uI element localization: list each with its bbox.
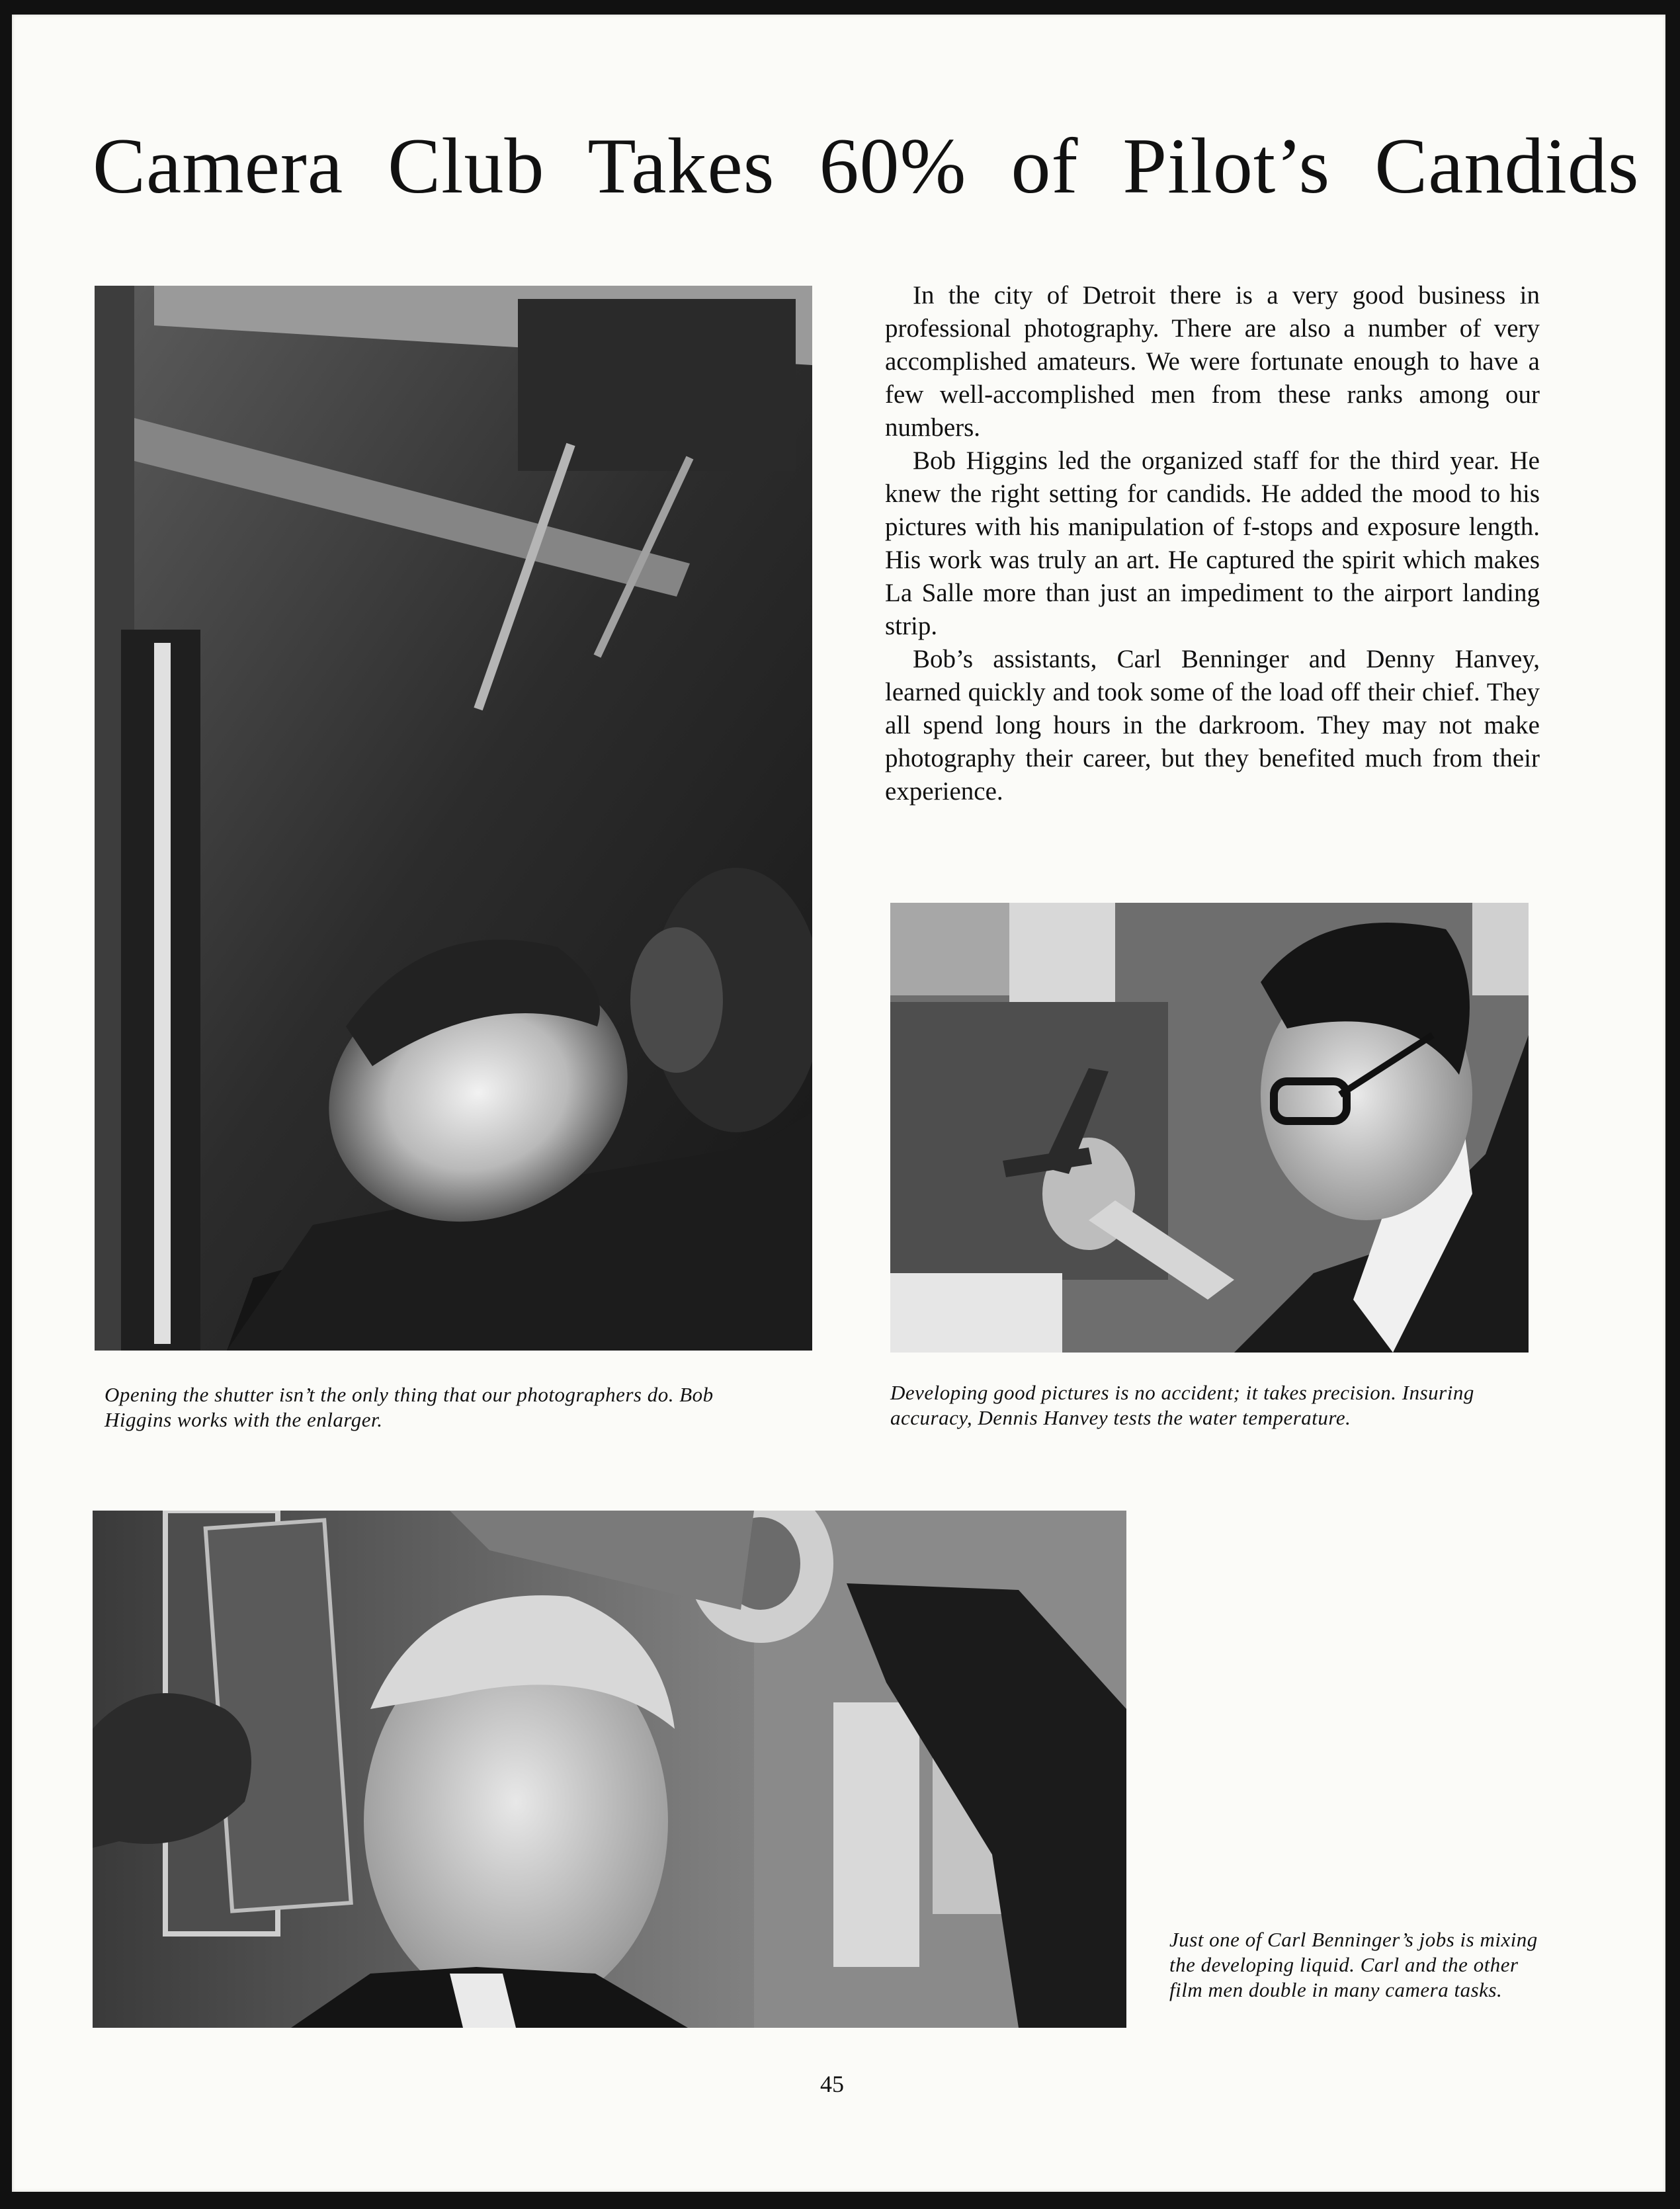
article-paragraph: In the city of Detroit there is a very good business in professional photography. There are also a number of very accomplished amateurs. We were fortunate enough to have a few well-accomplished men from these ranks among our numbers. — [885, 281, 1540, 442]
page-headline: Camera Club Takes 60% of Pilot’s Candids — [93, 122, 1640, 210]
caption-enlarger: Opening the shutter isn’t the only thing that our photographers do. Bob Higgins works with the enlarger. — [105, 1383, 714, 1431]
caption-mixing: Just one of Carl Benninger’s jobs is mixing the developing liquid. Carl and the other film men double in many camera tasks. — [1169, 1928, 1538, 2001]
caption-thermometer: Developing good pictures is no accident; it takes precision. Insuring accuracy, Dennis Hanvey tests the water temperature. — [890, 1381, 1474, 1429]
yearbook-page — [12, 15, 1665, 2192]
page-number: 45 — [820, 2071, 844, 2097]
photo-enlarger — [95, 286, 812, 1351]
photo-thermometer — [890, 903, 1529, 1353]
article-paragraph: Bob Higgins led the organized staff for the third year. He knew the right setting for candids. He added the mood to his pictures with his manipulation of f-stops and exposure length. His work was truly an art. He captured the spirit which makes La Salle more than just an impediment to the airport landing strip. — [885, 446, 1540, 640]
article-paragraph: Bob’s assistants, Carl Benninger and Denny Hanvey, learned quickly and took some of the load off their chief. They all spend long hours in the darkroom. They may not make photography their career, but they benefited much from their experience. — [885, 645, 1540, 806]
photo-mixing — [93, 1511, 1126, 2028]
article-body — [885, 279, 1540, 808]
